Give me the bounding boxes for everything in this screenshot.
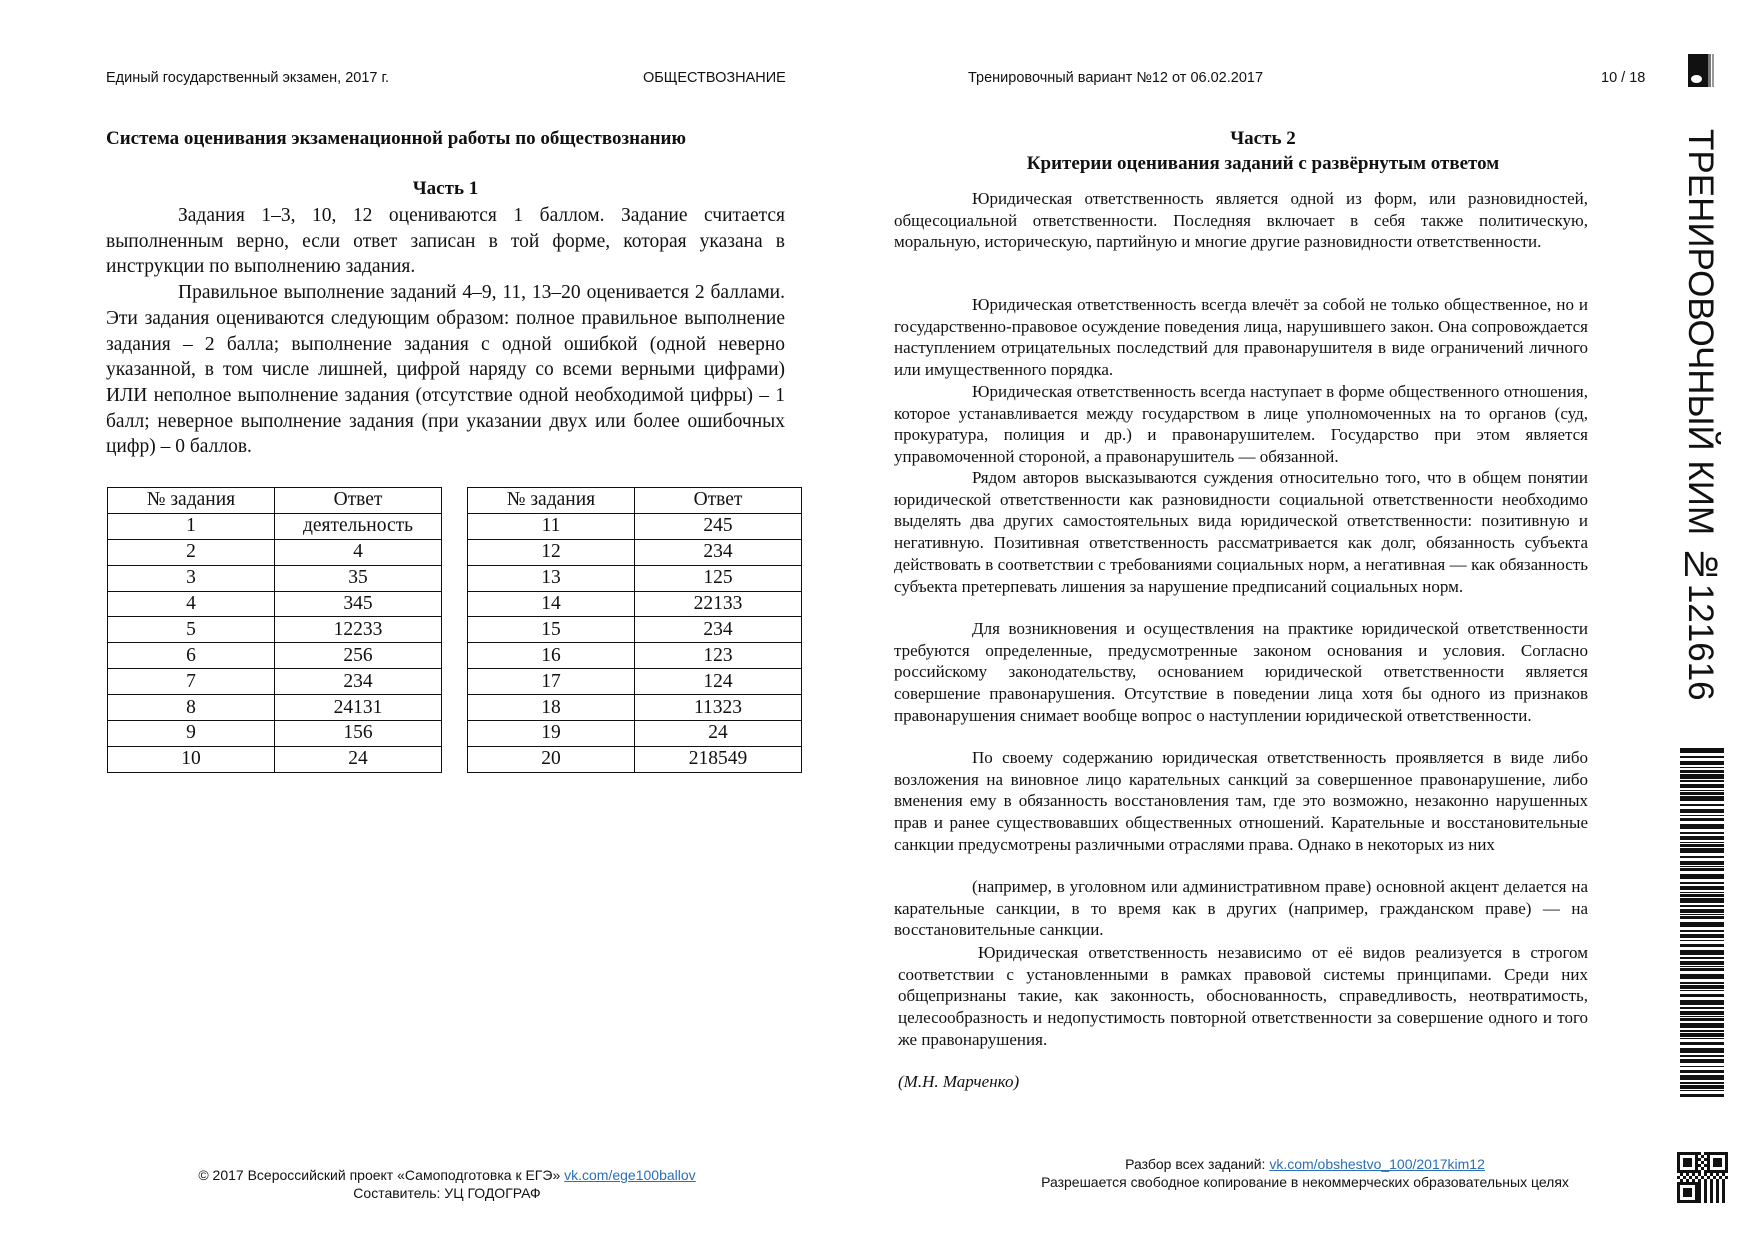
compiler-text: Составитель: УЦ ГОДОГРАФ [353, 1185, 541, 1201]
qr-module [1689, 1194, 1692, 1197]
answer-cell: 24 [275, 746, 442, 772]
barcode-bar [1680, 790, 1724, 791]
barcode-bar [1680, 1066, 1724, 1067]
part-1-title: Часть 1 [412, 178, 479, 199]
footer-right [955, 1155, 1655, 1191]
barcode-bar [1680, 868, 1724, 871]
answer-cell: 24131 [275, 695, 442, 721]
task-number-cell: 14 [468, 591, 635, 617]
answer-cell: 24 [635, 721, 802, 747]
task-number-cell: 7 [108, 669, 275, 695]
logo-icon [1688, 54, 1716, 87]
answer-cell: 345 [275, 591, 442, 617]
barcode-bar [1680, 770, 1724, 773]
barcode-bar [1680, 874, 1724, 879]
answer-cell: 123 [635, 643, 802, 669]
answer-cell: 234 [635, 617, 802, 643]
part-2-subtitle: Критерии оценивания заданий с развёрнутым ответом [1026, 153, 1500, 174]
table-row [468, 565, 802, 591]
barcode-bar [1680, 1075, 1724, 1080]
barcode-bar [1680, 898, 1724, 903]
table-row [468, 669, 802, 695]
table-row [108, 591, 442, 617]
answer-cell: 156 [275, 721, 442, 747]
barcode-bar [1680, 848, 1724, 853]
part-1-text [106, 203, 785, 460]
qr-module [1722, 1200, 1725, 1203]
task-number-cell: 4 [108, 591, 275, 617]
vk-link-obshestvo[interactable]: vk.com/obshestvo_100/2017kim12 [1269, 1156, 1485, 1172]
answers-table-2 [467, 487, 802, 773]
table-row [108, 565, 442, 591]
table-row [468, 643, 802, 669]
table-row [468, 695, 802, 721]
barcode-bar [1680, 950, 1724, 955]
barcode-bar [1680, 961, 1724, 965]
barcode [1680, 748, 1724, 1100]
barcode-bar [1680, 1082, 1724, 1084]
qr-module [1725, 1176, 1728, 1179]
barcode-bar [1680, 818, 1724, 821]
barcode-bar [1680, 968, 1724, 971]
barcode-bar [1680, 1085, 1724, 1089]
column-header-task: № задания [108, 488, 275, 514]
barcode-bar [1680, 809, 1724, 813]
barcode-bar [1680, 792, 1724, 795]
barcode-bar [1680, 916, 1724, 919]
table-row [108, 643, 442, 669]
barcode-bar [1680, 856, 1724, 858]
answer-cell: 4 [275, 539, 442, 565]
qr-module [1704, 1200, 1707, 1203]
qr-module [1716, 1200, 1719, 1203]
barcode-bar [1680, 748, 1724, 753]
page-number: 10 / 18 [1601, 70, 1646, 86]
barcode-bar [1680, 836, 1724, 840]
barcode-bar [1680, 974, 1724, 979]
barcode-bar [1680, 892, 1724, 893]
barcode-bar [1680, 1030, 1724, 1032]
answer-cell: деятельность [275, 513, 442, 539]
barcode-bar [1680, 1007, 1724, 1009]
table-row [468, 721, 802, 747]
paragraph: Юридическая ответственность является одной из форм, или разновидностей, общесоциальной ответственности. Последняя включает в себя также политическую, моральную, историческую, партийную и многие другие разновидности ответственности. [894, 189, 1588, 252]
barcode-bar [1680, 914, 1724, 915]
qr-module [1698, 1200, 1701, 1203]
paragraph: Задания 1–3, 10, 12 оцениваются 1 баллом. Задание считается выполненным верно, если ответ записан в той форме, которая указана в инструкции по выполнению задания. [106, 205, 785, 278]
vk-link-ege100ballov[interactable]: vk.com/ege100ballov [564, 1167, 696, 1183]
barcode-bar [1680, 990, 1724, 991]
task-number-cell: 17 [468, 669, 635, 695]
task-number-cell: 2 [108, 539, 275, 565]
task-number-cell: 13 [468, 565, 635, 591]
barcode-bar [1680, 922, 1724, 927]
task-number-cell: 10 [108, 746, 275, 772]
barcode-bar [1680, 761, 1724, 765]
barcode-bar [1680, 861, 1724, 865]
scoring-system-title: Система оценивания экзаменационной работы по обществознанию [106, 128, 687, 149]
table-row [468, 746, 802, 772]
author-citation: (М.Н. Марченко) [898, 1072, 1020, 1091]
table-row [108, 695, 442, 721]
column-header-answer: Ответ [275, 488, 442, 514]
column-header-task: № задания [468, 488, 635, 514]
barcode-bar [1680, 1042, 1724, 1045]
qr-module [1710, 1200, 1713, 1203]
barcode-bar [1680, 1055, 1724, 1057]
barcode-bar [1680, 1059, 1724, 1063]
qr-code [1677, 1152, 1728, 1203]
table-row [108, 617, 442, 643]
task-number-cell: 20 [468, 746, 635, 772]
vertical-kim-title: ТРЕНИРОВОЧНЫЙ КИМ №121616 [1681, 129, 1720, 701]
barcode-bar [1680, 982, 1724, 984]
answer-cell: 218549 [635, 746, 802, 772]
task-number-cell: 11 [468, 513, 635, 539]
footer-left [147, 1166, 747, 1202]
answer-cell: 234 [275, 669, 442, 695]
task-number-cell: 1 [108, 513, 275, 539]
task-number-cell: 9 [108, 721, 275, 747]
barcode-bar [1680, 1033, 1724, 1037]
header-subject: ОБЩЕСТВОЗНАНИЕ [643, 70, 786, 86]
barcode-bar [1680, 1038, 1724, 1039]
table-header-row [468, 488, 802, 514]
paragraph: (например, в уголовном или административном праве) основной акцент делается на карательные санкции, в то время как в других (например, гражданском праве) — на восстановительные санкции. [894, 877, 1588, 940]
qr-module [1719, 1164, 1722, 1167]
barcode-bar [1680, 930, 1724, 932]
table-row [468, 591, 802, 617]
barcode-bar [1680, 1094, 1724, 1097]
answer-cell: 124 [635, 669, 802, 695]
analysis-label: Разбор всех заданий: [1125, 1156, 1266, 1172]
barcode-bar [1680, 804, 1724, 806]
barcode-bar [1680, 909, 1724, 913]
task-number-cell: 18 [468, 695, 635, 721]
barcode-bar [1680, 844, 1724, 847]
answer-cell: 22133 [635, 591, 802, 617]
barcode-bar [1680, 1000, 1724, 1005]
barcode-bar [1680, 832, 1724, 834]
barcode-bar [1680, 1011, 1724, 1015]
task-number-cell: 15 [468, 617, 635, 643]
task-number-cell: 8 [108, 695, 275, 721]
paragraph: По своему содержанию юридическая ответственность проявляется в виде либо возложения на виновное лицо карательных санкций за совершенное правонарушение, либо вменения ему в обязанность восстановления там, где это возможно, незаконно нарушенных прав и ранее существовавших общественных отношений. Карательные и восстановительные санкции предусмотрены различными отраслями права. Однако в некоторых из них [894, 748, 1588, 854]
barcode-bar [1680, 1070, 1724, 1073]
barcode-bar [1680, 1016, 1724, 1017]
table-row [108, 513, 442, 539]
table-header-row [108, 488, 442, 514]
barcode-bar [1680, 866, 1724, 867]
barcode-bar [1680, 966, 1724, 967]
table-row [108, 746, 442, 772]
task-number-cell: 12 [468, 539, 635, 565]
column-header-answer: Ответ [635, 488, 802, 514]
table-row [468, 513, 802, 539]
barcode-bar [1680, 1048, 1724, 1053]
task-number-cell: 5 [108, 617, 275, 643]
paragraph: Юридическая ответственность независимо от её видов реализуется в строгом соответствии с установленными в рамках правовой системы принципами. Среди них общепризнаны такие, как законность, обоснованность, справедливость, неотвратимость, целесообразность и недопустимость повторной ответственности за совершение одного и того же правонарушения. [898, 943, 1588, 1049]
answer-cell: 256 [275, 643, 442, 669]
paragraph: Для возникновения и осуществления на практике юридической ответственности требуются определенные, предусмотренные законом основания и условия. Согласно российскому законодательству, основанием юридической ответственности является совершение правонарушения. Отсутствие в поведении лица хотя бы одного из признаков правонарушения снимает вообще вопрос о наступлении юридической ответственности. [894, 619, 1588, 725]
barcode-bar [1680, 957, 1724, 959]
barcode-bar [1680, 894, 1724, 897]
task-number-cell: 6 [108, 643, 275, 669]
answer-cell: 35 [275, 565, 442, 591]
barcode-bar [1680, 774, 1724, 779]
barcode-bar [1680, 985, 1724, 989]
barcode-bar [1680, 756, 1724, 758]
barcode-bar [1680, 824, 1724, 829]
barcode-bar [1680, 796, 1724, 801]
barcode-bar [1680, 944, 1724, 947]
table-row [108, 539, 442, 565]
answer-cell: 125 [635, 565, 802, 591]
part-2-title: Часть 2 [1230, 128, 1296, 149]
barcode-bar [1680, 1023, 1724, 1028]
copyright-text: © 2017 Всероссийский проект «Самоподготовка к ЕГЭ» [198, 1167, 561, 1183]
header-exam-title: Единый государственный экзамен, 2017 г. [106, 70, 390, 86]
barcode-bar [1680, 1018, 1724, 1021]
header-variant: Тренировочный вариант №12 от 06.02.2017 [968, 70, 1264, 86]
task-number-cell: 19 [468, 721, 635, 747]
answer-cell: 12233 [275, 617, 442, 643]
answers-table-1 [107, 487, 442, 773]
answer-cell: 11323 [635, 695, 802, 721]
paragraph: Правильное выполнение заданий 4–9, 11, 13–20 оценивается 2 баллами. Эти задания оцениваются следующим образом: полное правильное выполнение задания – 2 балла; выполнение задания с одной ошибкой (одной неверно указанной, в том числе лишней, цифрой наряду со всеми верными цифрами) ИЛИ неполное выполнение задания (отсутствие одной необходимой цифры) – 1 балл; неверное выполнение задания (при указании двух или более ошибочных цифр) – 0 баллов. [106, 282, 785, 458]
table-row [108, 721, 442, 747]
barcode-bar [1680, 905, 1724, 907]
barcode-bar [1680, 815, 1724, 816]
qr-module [1689, 1164, 1692, 1167]
barcode-bar [1680, 886, 1724, 890]
table-row [468, 539, 802, 565]
qr-module [1725, 1170, 1728, 1173]
barcode-bar [1680, 1090, 1724, 1091]
task-number-cell: 3 [108, 565, 275, 591]
barcode-bar [1680, 994, 1724, 997]
table-row [108, 669, 442, 695]
barcode-bar [1680, 940, 1724, 941]
paragraph: Юридическая ответственность всегда наступает в форме общественного отношения, которое устанавливается между государством в лице уполномоченных на то органов (суд, прокуратура, полиция и др.) и правонарушителем. Государство при этом является управомоченной стороной, а правонарушитель — обязанной. [894, 382, 1588, 467]
barcode-bar [1680, 934, 1724, 938]
barcode-bar [1680, 780, 1724, 782]
paragraph: Юридическая ответственность всегда влечёт за собой не только общественное, но и государственно-правовое осуждение поведения лица, нарушившего закон. Она сопровождается наступлением отрицательных последствий для правонарушителя в виде ограничений личного или имущественного порядка. [894, 295, 1588, 380]
answer-cell: 234 [635, 539, 802, 565]
barcode-bar [1680, 882, 1724, 884]
copy-permission-text: Разрешается свободное копирование в некоммерческих образовательных целях [1041, 1174, 1569, 1190]
barcode-bar [1680, 767, 1724, 768]
paragraph: Рядом авторов высказываются суждения относительно того, что в общем понятии юридической ответственности как разновидности социальной ответственности необходимо выделять два других самостоятельных вида юридической ответственности: позитивную и негативную. Позитивная ответственность рассматривается как долг, обязанность субъекта действовать в соответствии с требованиями социальных норм, а негативная — как обязанность субъекта претерпевать лишения за нарушение предписаний социальных норм. [894, 468, 1588, 596]
table-row [468, 617, 802, 643]
answer-cell: 245 [635, 513, 802, 539]
barcode-bar [1680, 842, 1724, 843]
barcode-bar [1680, 784, 1724, 788]
task-number-cell: 16 [468, 643, 635, 669]
